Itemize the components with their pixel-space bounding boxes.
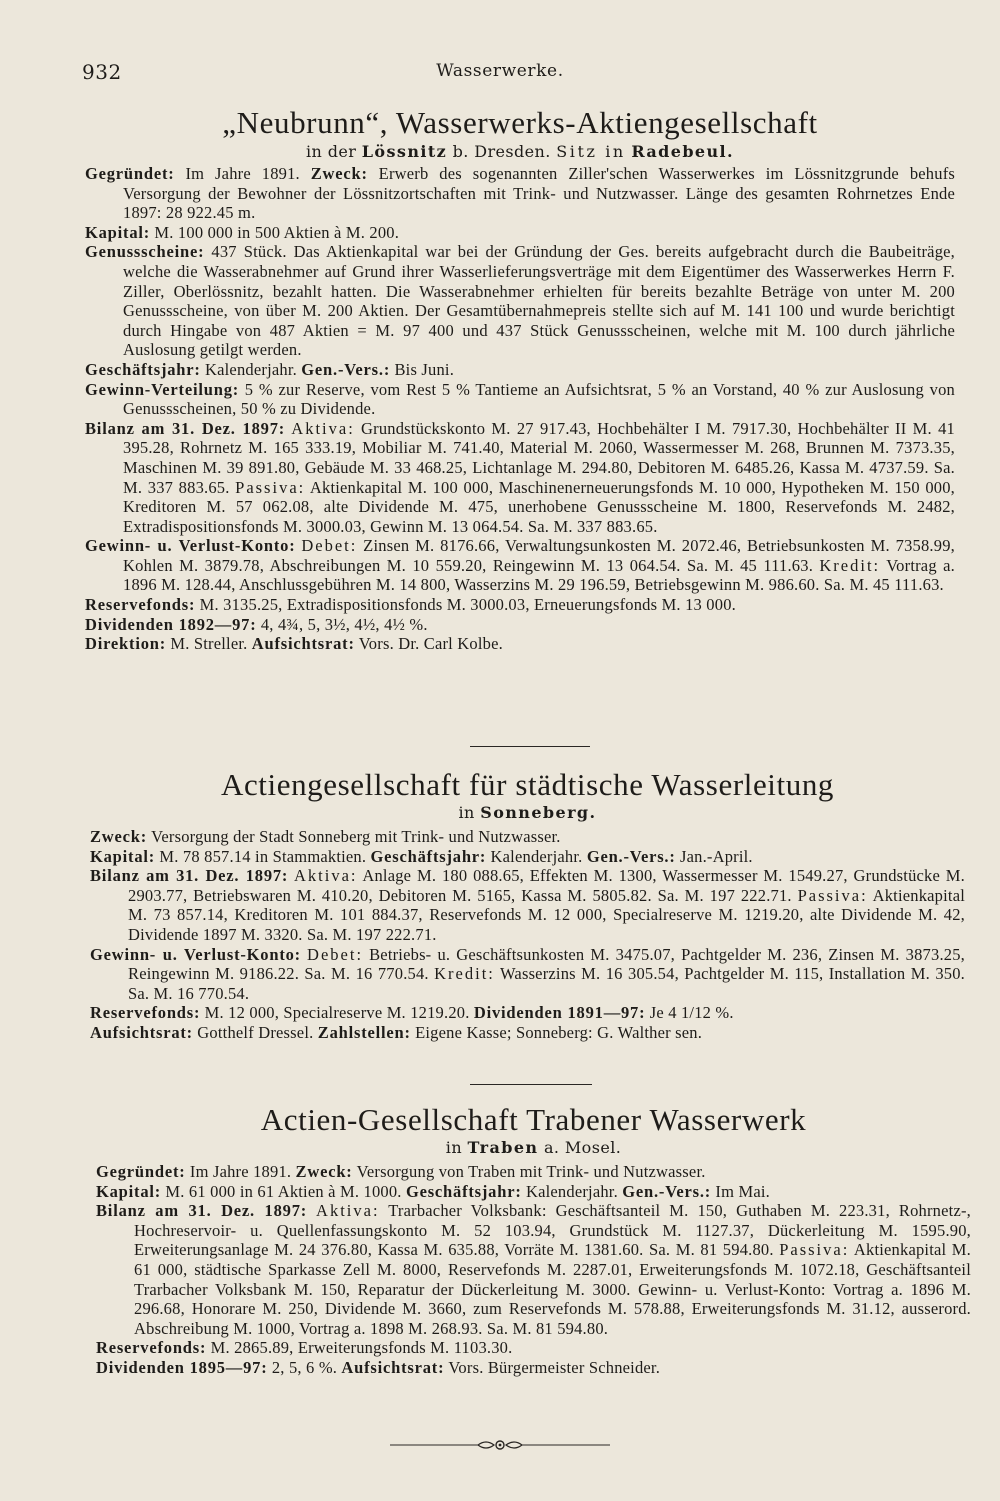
- text-general-meeting: Jan.-April.: [675, 846, 753, 866]
- label-liabilities: Passiva:: [235, 477, 306, 497]
- text-fiscal-year: Kalenderjahr.: [486, 846, 587, 866]
- label-fiscal-year: Geschäftsjahr:: [405, 1181, 522, 1201]
- label-capital: Kapital:: [85, 222, 151, 242]
- text-genussscheine: 437 Stück. Das Aktienkapital war bei der Gründung der Ges. bereits aufgebracht durch die Baubeiträge, welche die Wasserabnehmer auf Grund ihrer Wasserlieferungsverträge mit dem Eigentümer des Wasserwerkes Herrn F. Ziller, Oberlössnitz, bezahlt hatten. Die Wasserabnehmer erhielten für bereits bezahlte Beträge von unter M. 200 Genussscheine, von über M. 200 Aktien. Der Gesamtübernahmepreis stellte sich auf M. 141 100 und wurde berichtigt durch Hingabe von 487 Aktien = M. 97 400 und 437 Stück Genussscheinen, welche mit M. 100 durch jährliche Auslosung getilgt werden.: [123, 242, 955, 360]
- label-purpose: Zweck:: [90, 827, 148, 846]
- entry-body: [85, 164, 955, 654]
- purpose-paragraph: [90, 827, 965, 847]
- founded-paragraph: [85, 164, 955, 223]
- location-place: Traben: [467, 1138, 539, 1157]
- label-supervisory-board: Aufsichtsrat:: [341, 1357, 445, 1377]
- label-reserve: Reservefonds:: [96, 1338, 207, 1358]
- entry-sonneberg: [90, 768, 965, 1043]
- text-reserve: M. 2865.89, Erweiterungsfonds M. 1103.30.: [206, 1338, 513, 1358]
- entry-title: „Neubrunn“, Wasserwerks-Aktiengesellschaft: [222, 105, 818, 140]
- label-paying-agents: Zahlstellen:: [317, 1022, 411, 1042]
- dividends-paragraph: [85, 615, 955, 635]
- fiscal-year-paragraph: [85, 360, 955, 380]
- text-capital: M. 61 000 in 61 Aktien à M. 1000.: [161, 1181, 406, 1201]
- text-capital: M. 78 857.14 in Stammaktien.: [155, 846, 371, 866]
- location-prefix: in: [445, 1138, 463, 1157]
- balance-paragraph: [96, 1201, 971, 1338]
- label-balance: Bilanz am 31. Dez. 1897:: [90, 866, 289, 886]
- separator-rule: [470, 746, 590, 747]
- text-reserve: M. 12 000, Specialreserve M. 1219.20.: [200, 1003, 474, 1023]
- label-profit-distribution: Gewinn-Verteilung:: [85, 379, 240, 399]
- capital-paragraph: [96, 1182, 971, 1202]
- text-assets: Grundstückskonto M. 27 917.43, Hochbehälter I M. 7917.30, Hochbehälter II M. 41 395.28, Rohrnetz M. 165 333.19, Mobiliar M. 741.40, Material M. 2060, Wassermesser M. 268, Brunnen M. 7373.35, Maschinen M. 39 891.80, Gebäude M. 33 468.25, Lichtanlage M. 294.80, Debitoren M. 6485.26, Kassa M. 4737.59. Sa. M. 337 883.65.: [123, 418, 955, 497]
- label-founded: Gegründet:: [96, 1162, 186, 1181]
- location-place: Lössnitz: [361, 142, 448, 161]
- label-reserve: Reservefonds:: [85, 595, 196, 615]
- location-place: Sonneberg.: [480, 803, 597, 822]
- founded-paragraph: [96, 1162, 971, 1182]
- label-supervisory-board: Aufsichtsrat:: [90, 1022, 193, 1042]
- label-capital: Kapital:: [90, 846, 156, 866]
- label-balance: Bilanz am 31. Dez. 1897:: [96, 1201, 308, 1221]
- label-assets: Aktiva:: [291, 418, 355, 438]
- text-general-meeting: Im Mai.: [711, 1181, 770, 1201]
- location-prefix: in: [458, 803, 475, 822]
- separator-rule: [470, 1084, 592, 1085]
- text-liabilities: Aktienkapital M. 61 000, städtische Sparkasse Zell M. 8000, Reservefonds M. 2287.01, Erweiterungsfonds M. 1072.18, Geschäftsanteil Trarbacher Volksbank M. 150, Reparatur der Dückerleitung M. 3000. Gewinn- u. Verlust-Konto: Vortrag a. 1896 M. 296.68, Honorare M. 250, Dividende M. 3660, zum Reservefonds M. 578.88, Erweiterungsfonds M. 31.12, ausserord. Abschreibung M. 1000, Vortrag a. 1898 M. 268.93. Sa. M. 81 594.80.: [134, 1240, 971, 1338]
- page-number: 932: [82, 60, 122, 84]
- running-title: Wasserwerke.: [436, 61, 564, 81]
- text-supervisory-board: Gotthelf Dressel.: [192, 1022, 318, 1042]
- text-dividends: 4, 4¾, 5, 3½, 4½, 4½ %.: [256, 614, 428, 634]
- label-profit-loss: Gewinn- u. Verlust-Konto:: [90, 944, 301, 964]
- board-paragraph: [90, 1023, 965, 1043]
- label-credit: Kredit:: [434, 964, 495, 984]
- label-general-meeting: Gen.-Vers.:: [622, 1181, 712, 1201]
- label-management: Direktion:: [85, 634, 167, 654]
- text-assets: Trarbacher Volksbank: Geschäftsanteil M. 150, Guthaben M. 223.31, Rohrnetz-, Hochreservoir- u. Quellenfassungskonto M. 52 103.94, Grundstück M. 1127.37, Dückerleitung M. 1595.90, Erweiterungsanlage M. 24 376.80, Kassa M. 635.88, Vorräte M. 1381.60. Sa. M. 81 594.80.: [134, 1201, 971, 1260]
- reserve-paragraph: [90, 1003, 965, 1023]
- location-detail: b. Dresden.: [452, 142, 551, 161]
- text-fiscal-year: Kalenderjahr.: [200, 359, 302, 379]
- profit-distribution-paragraph: [85, 380, 955, 419]
- text-credit: Vortrag a. 1896 M. 128.44, Anschlussgebühren M. 14 800, Wasserzins M. 29 196.59, Betriebsgewinn M. 986.60. Sa. M. 45 111.63.: [123, 555, 955, 595]
- text-paying-agents: Eigene Kasse; Sonneberg: G. Walther sen.: [410, 1022, 703, 1042]
- text-credit: Wasserzins M. 16 305.54, Pachtgelder M. 115, Installation M. 350. Sa. M. 16 770.54.: [128, 964, 965, 1003]
- dividends-paragraph: [96, 1358, 971, 1378]
- balance-paragraph: [90, 866, 965, 944]
- text-management: M. Streller.: [166, 634, 252, 654]
- text-purpose: Erwerb des sogenannten Ziller'schen Wasserwerkes im Lössnitzgrunde behufs Versorgung der Bewohner der Lössnitzortschaften mit Trink- und Nutzwasser. Länge des gesamten Rohrnetzes Ende 1897: 28 922.45 m.: [123, 164, 956, 223]
- text-profit-distribution: 5 % zur Reserve, vom Rest 5 % Tantieme an Aufsichtsrat, 5 % an Vorstand, 40 % zur Auslosung von Genussscheinen, 50 % zu Dividende.: [123, 379, 955, 419]
- text-dividends: Je 4 1/12 %.: [645, 1003, 734, 1023]
- text-liabilities: Aktienkapital M. 73 857.14, Kreditoren M. 101 884.37, Reservefonds M. 12 000, Specialreserve M. 1219.20, alte Dividende M. 42, Dividende 1897 M. 3320. Sa. M. 197 222.71.: [128, 885, 966, 944]
- text-founded: Im Jahre 1891.: [174, 164, 311, 183]
- location-detail: a. Mosel.: [543, 1138, 622, 1157]
- text-capital: M. 100 000 in 500 Aktien à M. 200.: [150, 222, 400, 242]
- label-dividends: Dividenden 1891—97:: [473, 1003, 646, 1023]
- label-purpose: Zweck:: [310, 164, 368, 183]
- entry-neubrunn: [85, 106, 955, 654]
- reserve-paragraph: [96, 1338, 971, 1358]
- capital-paragraph: [85, 223, 955, 243]
- text-debit: Zinsen M. 8176.66, Verwaltungsunkosten M. 2072.46, Betriebsunkosten M. 7358.99, Kohlen M. 3879.78, Abschreibungen M. 10 559.20, Reingewinn M. 13 064.54. Sa. M. 45 111.63.: [123, 536, 955, 575]
- label-reserve: Reservefonds:: [90, 1003, 201, 1023]
- text-fiscal-year: Kalenderjahr.: [521, 1181, 623, 1201]
- text-supervisory-board: Vors. Bürgermeister Schneider.: [444, 1357, 661, 1377]
- genussscheine-paragraph: [85, 242, 955, 360]
- running-head: [0, 58, 1000, 86]
- entry-traben: [96, 1103, 971, 1378]
- label-assets: Aktiva:: [316, 1201, 380, 1221]
- capital-paragraph: [90, 847, 965, 867]
- label-debit: Debet:: [301, 536, 358, 556]
- label-fiscal-year: Geschäftsjahr:: [370, 846, 487, 866]
- seat-prefix: Sitz in: [556, 142, 626, 161]
- entry-location: [85, 142, 955, 162]
- profit-loss-paragraph: [90, 945, 965, 1004]
- text-assets: Anlage M. 180 088.65, Effekten M. 1300, Wassermesser M. 1549.27, Grundstücke M. 2903.77, Betriebswaren M. 410.20, Debitoren M. 5165, Kassa M. 5805.82. Sa. M. 197 222.71.: [128, 866, 965, 905]
- label-fiscal-year: Geschäftsjahr:: [85, 359, 201, 379]
- entry-location: [96, 1138, 971, 1158]
- balance-paragraph: [85, 419, 955, 537]
- label-supervisory-board: Aufsichtsrat:: [251, 634, 355, 654]
- profit-loss-paragraph: [85, 536, 955, 595]
- label-liabilities: Passiva:: [779, 1240, 850, 1260]
- label-purpose: Zweck:: [295, 1162, 353, 1181]
- seat-place: Radebeul.: [631, 142, 734, 161]
- label-debit: Debet:: [307, 944, 364, 964]
- entry-body: [96, 1162, 971, 1378]
- label-general-meeting: Gen.-Vers.:: [586, 846, 676, 866]
- label-dividends: Dividenden 1892—97:: [85, 614, 257, 634]
- entry-body: [90, 827, 965, 1043]
- location-prefix: in der: [306, 142, 357, 161]
- entry-title: Actiengesellschaft für städtische Wasserleitung: [220, 767, 835, 802]
- text-purpose: Versorgung von Traben mit Trink- und Nutzwasser.: [352, 1162, 706, 1181]
- label-assets: Aktiva:: [294, 866, 358, 886]
- text-purpose: Versorgung der Stadt Sonneberg mit Trink- und Nutzwasser.: [147, 827, 561, 846]
- label-founded: Gegründet:: [85, 164, 175, 183]
- reserve-paragraph: [85, 595, 955, 615]
- text-reserve: M. 3135.25, Extradispositionsfonds M. 3000.03, Erneuerungsfonds M. 13 000.: [195, 595, 736, 615]
- label-credit: Kredit:: [819, 555, 881, 575]
- text-dividends: 2, 5, 6 %.: [267, 1357, 342, 1377]
- entry-location: [90, 803, 965, 823]
- label-balance: Bilanz am 31. Dez. 1897:: [85, 418, 286, 438]
- label-liabilities: Passiva:: [797, 885, 868, 905]
- label-capital: Kapital:: [96, 1181, 162, 1201]
- text-founded: Im Jahre 1891.: [185, 1162, 296, 1181]
- label-general-meeting: Gen.-Vers.:: [301, 359, 391, 379]
- label-profit-loss: Gewinn- u. Verlust-Konto:: [85, 536, 296, 556]
- management-paragraph: [85, 634, 955, 654]
- text-general-meeting: Bis Juni.: [390, 359, 455, 379]
- label-dividends: Dividenden 1895—97:: [96, 1357, 268, 1377]
- end-ornament-icon: [390, 1434, 610, 1456]
- label-genussscheine: Genussscheine:: [85, 242, 205, 262]
- text-supervisory-board: Vors. Dr. Carl Kolbe.: [354, 634, 503, 654]
- entry-title: Actien-Gesellschaft Trabener Wasserwerk: [260, 1102, 807, 1137]
- text-liabilities: Aktienkapital M. 100 000, Maschinenerneuerungsfonds M. 10 000, Hypotheken M. 150 000, Kreditoren M. 57 062.08, alte Dividende M. 475, unerhobene Genussscheine M. 1800, Reservefonds M. 2482, Extradispositionsfonds M. 3000.03, Gewinn M. 13 064.54. Sa. M. 337 883.65.: [123, 477, 956, 536]
- text-debit: Betriebs- u. Geschäftsunkosten M. 3475.07, Pachtgelder M. 236, Zinsen M. 3873.25, Reingewinn M. 9186.22. Sa. M. 16 770.54.: [128, 944, 966, 984]
